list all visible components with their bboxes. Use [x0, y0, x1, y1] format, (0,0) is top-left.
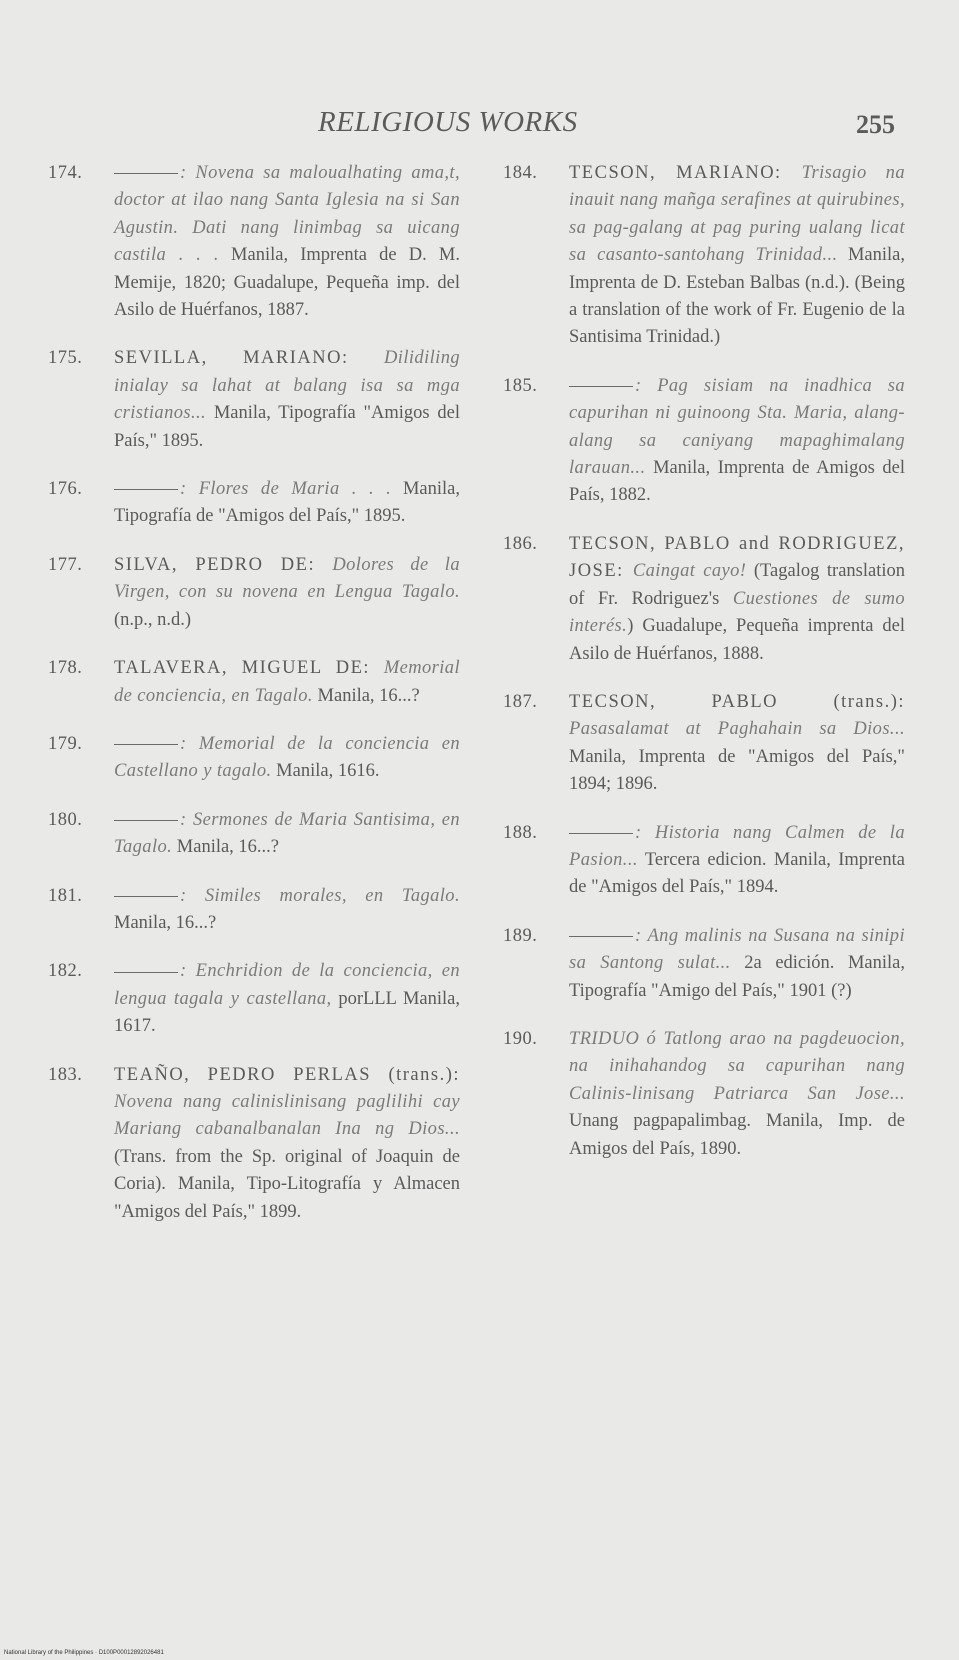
bibliography-entry [503, 373, 905, 510]
bibliography-entry [503, 531, 905, 668]
bibliography-entry [503, 1026, 905, 1163]
bibliography-entry [503, 820, 905, 902]
entry-title: : Pag sisiam na inadhica sa capurihan ni guinoong Sta. Maria, alang-alang sa caniyang mapaghimalang larauan... [569, 375, 905, 479]
entry-title: : Historia nang Calmen de la Pasion... [569, 822, 905, 870]
entry-number: 180. [48, 809, 83, 830]
entry-imprint: (Trans. from the Sp. original of Joaquin de Coria). Manila, Tipo-Litografía y Almacen "Amigos del País," 1899. [114, 1146, 460, 1222]
entry-title: Caingat cayo! [632, 561, 747, 582]
bibliography-entry [48, 476, 460, 531]
entry-title: Trisagio na inauit nang mañga serafines at quirubines, sa pag-galang at pag puring ualang licat sa casanto-santohang Trinidad... [569, 163, 905, 266]
entry-title: Novena nang calinislinisang paglilihi cay Mariang cabanalbanalan Ina ng Dios... [114, 1091, 460, 1140]
ditto-dash [114, 173, 178, 174]
entry-imprint: Manila, 16...? [312, 685, 420, 706]
entry-number: 187. [503, 691, 538, 712]
entry-imprint: Manila, Tipografía "Amigos del País," 1895. [114, 403, 460, 451]
entry-number: 177. [48, 554, 83, 575]
entry-number: 188. [503, 822, 538, 843]
ditto-dash [114, 896, 178, 897]
entry-imprint: Tercera edicion. Manila, Imprenta de "Amigos del País," 1894. [569, 849, 905, 898]
entry-title: : Similes morales, en Tagalo. [180, 885, 460, 906]
entry-number: 174. [48, 163, 83, 183]
ditto-dash [114, 489, 178, 490]
entry-imprint: porLLL Manila, 1617. [114, 988, 460, 1037]
bibliography-entry [503, 160, 905, 352]
bibliography-entry [48, 345, 460, 455]
entry-number: 176. [48, 479, 83, 500]
page-header [0, 106, 959, 146]
ditto-dash [569, 936, 633, 937]
entry-imprint: Manila, Imprenta de "Amigos del País," 1894; 1896. [569, 746, 905, 795]
bibliography-entry [48, 655, 460, 710]
entry-number: 181. [48, 885, 83, 906]
entry-author: SEVILLA, MARIANO: [114, 348, 385, 369]
bibliography-entry [48, 807, 460, 862]
left-column [48, 160, 460, 1247]
right-column [503, 160, 905, 1184]
entry-imprint: Unang pagpapalimbag. Manila, Imp. de Amigos del País, 1890. [569, 1111, 905, 1159]
entry-author: TECSON, PABLO (trans.): [569, 691, 905, 712]
running-title: RELIGIOUS WORKS [318, 106, 578, 138]
entry-imprint: 2a edición. Manila, Tipografía "Amigo del País," 1901 (?) [569, 953, 905, 1001]
entry-author: TALAVERA, MIGUEL DE: [114, 658, 384, 679]
entry-number: 190. [503, 1028, 538, 1049]
entry-imprint: Manila, Imprenta de Amigos del País, 1882. [569, 458, 905, 506]
ditto-dash [569, 833, 633, 834]
entry-title: Dilidiling inialay sa lahat at balang isa sa mga cristianos... [114, 348, 460, 424]
entry-author: TECSON, MARIANO: [569, 163, 802, 183]
entry-title: : Flores de Maria . . . [180, 479, 392, 500]
bibliography-entry [48, 958, 460, 1040]
entry-number: 182. [48, 961, 83, 982]
entry-imprint: Manila, 16...? [172, 837, 280, 858]
bibliography-entry [503, 689, 905, 799]
bibliography-entry [48, 552, 460, 634]
entry-imprint: Manila, Imprenta de D. Esteban Balbas (n.d.). (Being a translation of the work of Fr. Eugenio de la Santisima Trinidad.) [569, 245, 905, 348]
bibliography-entry [48, 731, 460, 786]
entry-author: TEAÑO, PEDRO PERLAS (trans.): [114, 1064, 460, 1085]
entry-number: 184. [503, 163, 538, 183]
ditto-dash [114, 820, 178, 821]
entry-title: : Ang malinis na Susana na sinipi sa Santong sulat... [569, 925, 905, 974]
page-number: 255 [856, 110, 895, 139]
entry-number: 179. [48, 733, 83, 754]
bibliography-entry [48, 1062, 460, 1226]
bibliography-entry [48, 883, 460, 938]
entry-imprint: Manila, 1616. [271, 761, 380, 782]
entry-title: : Enchridion de la conciencia, en lengua tagala y castellana, [114, 961, 460, 1009]
entry-number: 175. [48, 348, 83, 369]
entry-title: : Memorial de la conciencia en Castellano y tagalo. [114, 733, 460, 782]
bibliography-entry [48, 160, 460, 324]
scan-imprint: National Library of the Philippines · D100P00012892026481 [4, 1650, 164, 1656]
ditto-dash [114, 744, 178, 745]
entry-number: 185. [503, 375, 538, 396]
entry-number: 178. [48, 658, 83, 679]
entry-title: Memorial de conciencia, en Tagalo. [114, 658, 460, 706]
bibliography-entry [503, 923, 905, 1005]
entry-title: TRIDUO ó Tatlong arao na pagdeuocion, na inihahandog sa capurihan nang Calinis-linisang Patriarca San Jose... [569, 1028, 905, 1104]
entry-note: (Tagalog translation of Fr. Rodriguez's [569, 561, 905, 609]
entry-imprint: (n.p., n.d.) [114, 609, 192, 630]
entry-original-title: Cuestiones de sumo interés. [569, 588, 905, 637]
entry-author: TECSON, PABLO and RODRIGUEZ, JOSE: [569, 533, 905, 582]
entry-title: Dolores de la Virgen, con su novena en Lengua Tagalo. [114, 554, 460, 603]
entry-imprint: ) Guadalupe, Pequeña imprenta del Asilo de Huérfanos, 1888. [569, 616, 905, 664]
entry-title: : Sermones de Maria Santisima, en Tagalo. [114, 809, 460, 858]
entry-title: : Novena sa maloualhating ama,t, doctor at ilao nang Santa Iglesia na si San Agustin. Dati nang linimbag sa uicang castila . . . [114, 163, 460, 266]
entry-number: 186. [503, 533, 538, 554]
ditto-dash [569, 386, 633, 387]
entry-number: 183. [48, 1064, 83, 1085]
entry-number: 189. [503, 925, 538, 946]
entry-title: Pasasalamat at Paghahain sa Dios... [569, 719, 905, 740]
entry-author: SILVA, PEDRO DE: [114, 554, 333, 575]
entry-imprint: Manila, Imprenta de D. M. Memije, 1820; Guadalupe, Pequeña imp. del Asilo de Huérfanos, 1887. [114, 245, 461, 321]
entry-imprint: Manila, 16...? [114, 912, 217, 933]
ditto-dash [114, 972, 178, 973]
entry-imprint: Manila, Tipografía de "Amigos del País," 1895. [114, 479, 461, 527]
